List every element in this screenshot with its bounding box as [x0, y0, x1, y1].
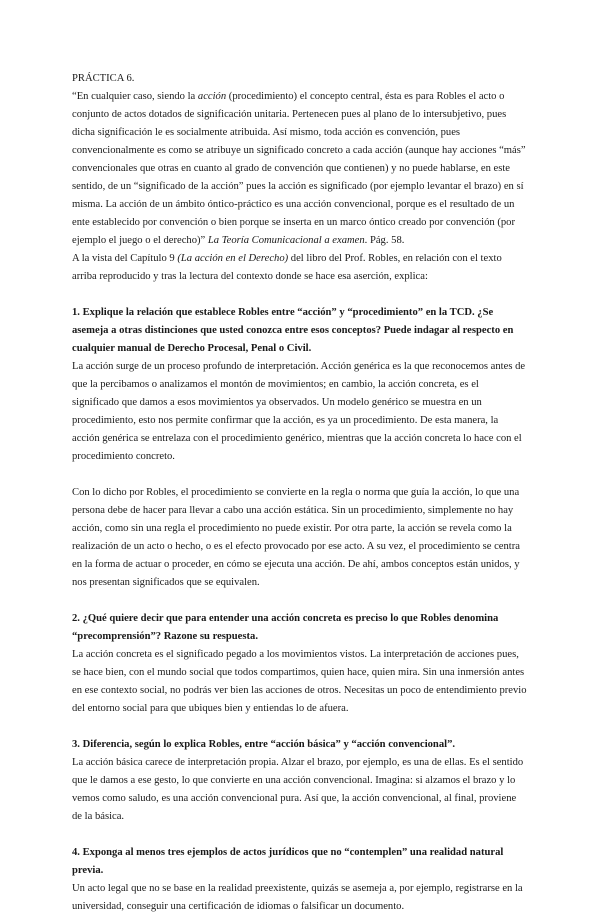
intro-paragraph: A la vista del Capítulo 9 (La acción en el Derecho) del libro del Prof. Robles, en relación con el texto arriba reproducido y tras la lectura del contexto donde se hace esa aserción, explica:: [72, 253, 502, 282]
answer-4: Un acto legal que no se base en la realidad preexistente, quizás se asemeja a, por ejemplo, registrarse en la universidad, conseguir una certificación de idiomas o falsificar un documento.: [72, 883, 523, 912]
question-2: 2. ¿Qué quiere decir que para entender una acción concreta es preciso lo que Robles denomina “precomprensión”? Razone su respuesta.: [72, 613, 499, 642]
answer-3: La acción básica carece de interpretación propia. Alzar el brazo, por ejemplo, es una de ellas. Es el sentido que le damos a ese gesto, lo que convierte en una acción convencional. Imagina: si alzamos el brazo y lo vemos como saludo, es una acción convencional pura. Así que, la acción convencional, al final, proviene de la básica.: [72, 757, 524, 822]
question-3: 3. Diferencia, según lo explica Robles, entre “acción básica” y “acción convencional”.: [72, 739, 456, 750]
document-page: [72, 70, 528, 916]
answer-2: La acción concreta es el significado pegado a los movimientos vistos. La interpretación de acciones pues, se hace bien, con el mundo social que todos compartimos, quien hace, quien mira. Sin una inmersión antes en ese contexto social, no podrás ver bien las acciones de otros. Necesitas un poco de entendimiento previo del entorno social para que ubiques bien y entiendas lo de afuera.: [72, 649, 527, 714]
question-4: 4. Exponga al menos tres ejemplos de actos jurídicos que no “contemplen” una realidad natural previa.: [72, 847, 504, 876]
book-title: La Teoría Comunicacional a examen: [207, 235, 365, 246]
quote-italic-term: acción: [197, 91, 227, 102]
practice-title: PRÁCTICA 6.: [72, 73, 135, 84]
quoted-passage: “En cualquier caso, siendo la acción (procedimiento) el concepto central, ésta es para Robles el acto o conjunto de actos dotados de significación unitaria. Pertenecen pues al plano de lo intersubjetivo, pues dicha significación le es socialmente atribuida. Así mismo, toda acción es convención, pues convencionalmente es como se atribuye un significado concreto a cada acción (aunque hay acciones “más” convencionales que otras en cuanto al grado de convención que contienen) y no puede hablarse, en este sentido, de un “significado de la acción” pues la acción es significado (por ejemplo levantar el brazo) en sí misma. La acción de un ámbito óntico-práctico es una acción convencional, porque es el resultado de un ente establecido por convención o bien porque se inserta en un marco óntico creado por convención (por ejemplo el juego o el derecho)” La Teoría Comunicacional a examen. Pág. 58.: [72, 91, 526, 246]
chapter-title: (La acción en el Derecho): [177, 253, 289, 264]
question-1: 1. Explique la relación que establece Robles entre “acción” y “procedimiento” en la TCD. ¿Se asemeja a otras distinciones que usted conozca entre esos conceptos? Puede indagar al respecto en cualquier manual de Derecho Procesal, Penal o Civil.: [72, 307, 514, 354]
answer-1-part-2: Con lo dicho por Robles, el procedimiento se convierte en la regla o norma que guía la acción, lo que una persona debe de hacer para llevar a cabo una acción estática. Sin un procedimiento, simplemente no hay acción, como sin una regla el procedimiento no puede existir. Por otra parte, la acción se revela como la realización de un acto o hecho, o es el efecto provocado por ese acto. A su vez, el procedimiento se centra en la forma de actuar o proceder, en cómo se ejecuta una acción. De ahí, ambos conceptos están unidos, y nos presentan significados que se equivalen.: [72, 487, 520, 588]
answer-1-part-1: La acción surge de un proceso profundo de interpretación. Acción genérica es la que reconocemos antes de que la percibamos o analizamos el montón de movimientos; en cambio, la acción concreta, es el significado que damos a esos movimientos ya observados. Un modelo genérico se muestra en un procedimiento, esto nos permite confirmar que la acción, es ya un procedimiento. De esta manera, la acción genérica se entrelaza con el procedimiento genérico, mientras que la acción concreta lo hace con el procedimiento concreto.: [72, 361, 526, 462]
